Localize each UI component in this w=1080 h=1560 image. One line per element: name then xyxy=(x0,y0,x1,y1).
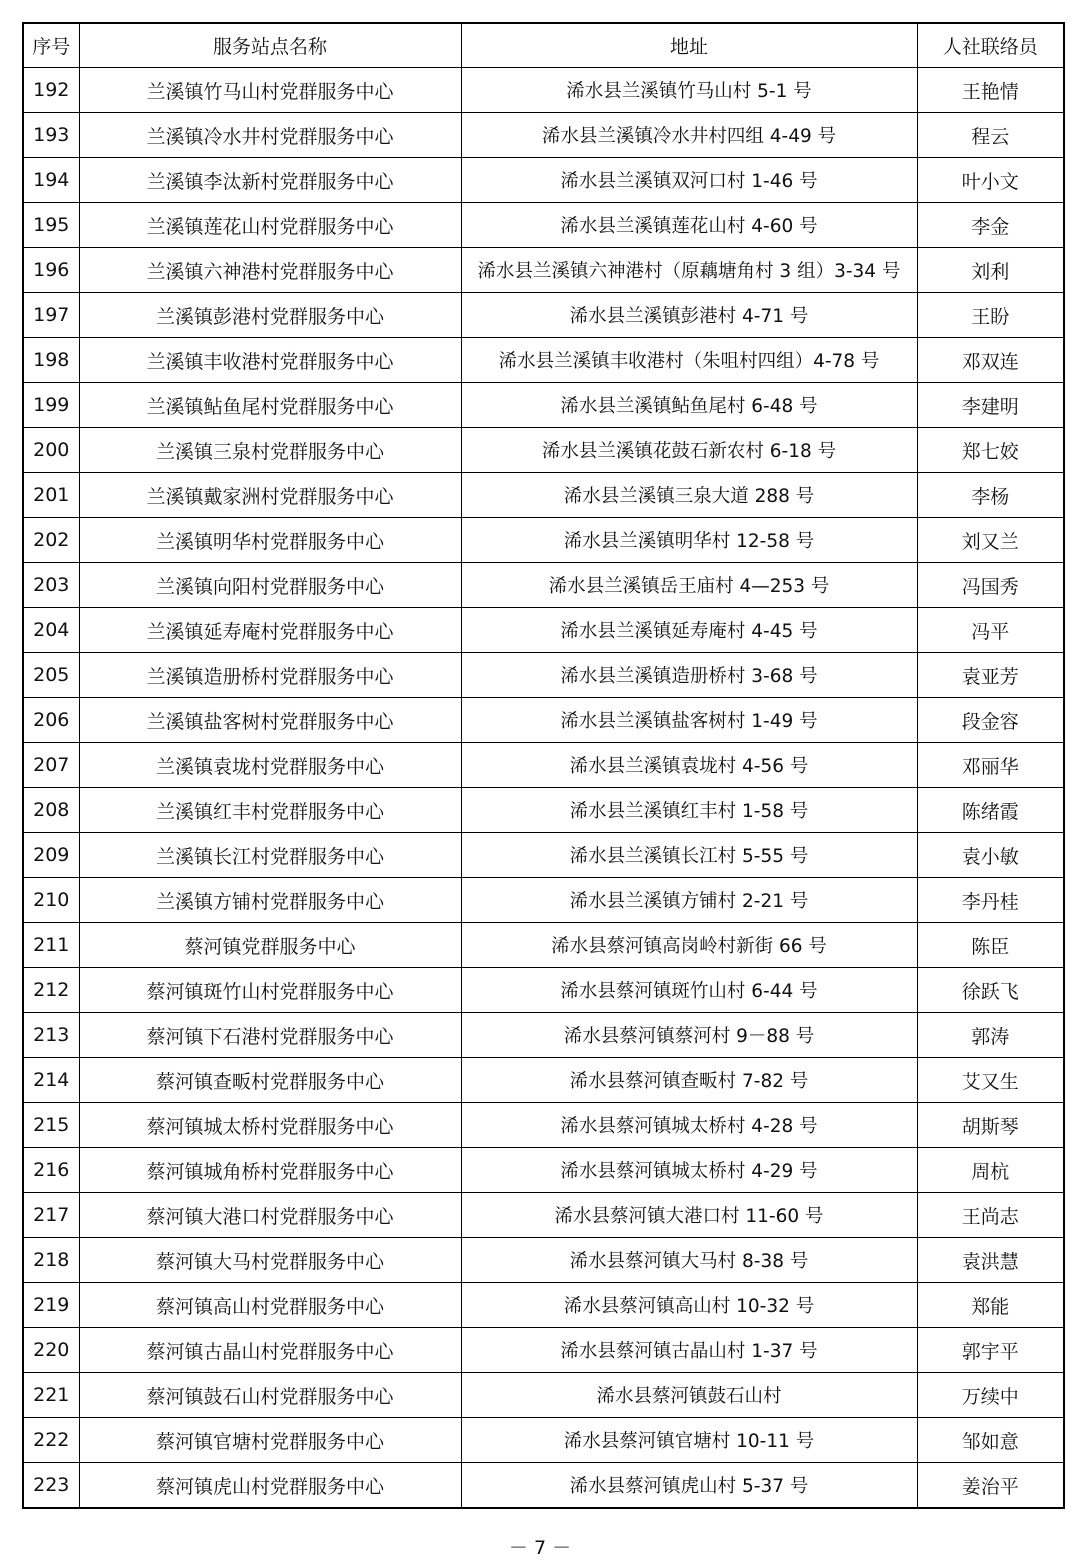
serial-number-cell: 192 xyxy=(23,68,79,113)
liaison-cell: 郭涛 xyxy=(917,1013,1064,1058)
address-cell: 浠水县蔡河镇蔡河村 9－88 号 xyxy=(461,1013,917,1058)
serial-number-cell: 205 xyxy=(23,653,79,698)
serial-number-cell: 222 xyxy=(23,1418,79,1463)
address-cell: 浠水县兰溪镇竹马山村 5-1 号 xyxy=(461,68,917,113)
table-row xyxy=(23,653,1064,698)
station-name-cell: 兰溪镇向阳村党群服务中心 xyxy=(79,563,461,608)
header-address: 地址 xyxy=(461,23,917,68)
liaison-cell: 袁小敏 xyxy=(917,833,1064,878)
station-name-cell: 蔡河镇官塘村党群服务中心 xyxy=(79,1418,461,1463)
liaison-cell: 程云 xyxy=(917,113,1064,158)
serial-number-cell: 196 xyxy=(23,248,79,293)
address-cell: 浠水县蔡河镇城太桥村 4-29 号 xyxy=(461,1148,917,1193)
liaison-cell: 王艳情 xyxy=(917,68,1064,113)
address-cell: 浠水县兰溪镇盐客树村 1-49 号 xyxy=(461,698,917,743)
liaison-cell: 姜治平 xyxy=(917,1463,1064,1509)
header-station-name: 服务站点名称 xyxy=(79,23,461,68)
station-name-cell: 蔡河镇大港口村党群服务中心 xyxy=(79,1193,461,1238)
serial-number-cell: 194 xyxy=(23,158,79,203)
address-cell: 浠水县兰溪镇延寿庵村 4-45 号 xyxy=(461,608,917,653)
table-row xyxy=(23,338,1064,383)
table-row xyxy=(23,158,1064,203)
table-row xyxy=(23,1418,1064,1463)
serial-number-cell: 208 xyxy=(23,788,79,833)
serial-number-cell: 204 xyxy=(23,608,79,653)
liaison-cell: 周杭 xyxy=(917,1148,1064,1193)
station-name-cell: 兰溪镇六神港村党群服务中心 xyxy=(79,248,461,293)
liaison-cell: 段金容 xyxy=(917,698,1064,743)
serial-number-cell: 223 xyxy=(23,1463,79,1509)
address-cell: 浠水县蔡河镇高山村 10-32 号 xyxy=(461,1283,917,1328)
serial-number-cell: 218 xyxy=(23,1238,79,1283)
station-name-cell: 蔡河镇斑竹山村党群服务中心 xyxy=(79,968,461,1013)
liaison-cell: 叶小文 xyxy=(917,158,1064,203)
serial-number-cell: 211 xyxy=(23,923,79,968)
address-cell: 浠水县兰溪镇花鼓石新农村 6-18 号 xyxy=(461,428,917,473)
serial-number-cell: 213 xyxy=(23,1013,79,1058)
table-row xyxy=(23,923,1064,968)
table-row xyxy=(23,68,1064,113)
table-row xyxy=(23,293,1064,338)
address-cell: 浠水县蔡河镇虎山村 5-37 号 xyxy=(461,1463,917,1509)
station-name-cell: 蔡河镇古晶山村党群服务中心 xyxy=(79,1328,461,1373)
liaison-cell: 袁亚芳 xyxy=(917,653,1064,698)
serial-number-cell: 215 xyxy=(23,1103,79,1148)
station-name-cell: 蔡河镇虎山村党群服务中心 xyxy=(79,1463,461,1509)
station-name-cell: 兰溪镇袁垅村党群服务中心 xyxy=(79,743,461,788)
serial-number-cell: 214 xyxy=(23,1058,79,1103)
liaison-cell: 王盼 xyxy=(917,293,1064,338)
serial-number-cell: 219 xyxy=(23,1283,79,1328)
address-cell: 浠水县兰溪镇鲇鱼尾村 6-48 号 xyxy=(461,383,917,428)
table-row xyxy=(23,1328,1064,1373)
address-cell: 浠水县蔡河镇查畈村 7-82 号 xyxy=(461,1058,917,1103)
station-name-cell: 蔡河镇党群服务中心 xyxy=(79,923,461,968)
serial-number-cell: 199 xyxy=(23,383,79,428)
address-cell: 浠水县蔡河镇官塘村 10-11 号 xyxy=(461,1418,917,1463)
liaison-cell: 李建明 xyxy=(917,383,1064,428)
address-cell: 浠水县蔡河镇高岗岭村新街 66 号 xyxy=(461,923,917,968)
serial-number-cell: 212 xyxy=(23,968,79,1013)
address-cell: 浠水县蔡河镇鼓石山村 xyxy=(461,1373,917,1418)
address-cell: 浠水县兰溪镇造册桥村 3-68 号 xyxy=(461,653,917,698)
liaison-cell: 艾又生 xyxy=(917,1058,1064,1103)
table-row xyxy=(23,1463,1064,1509)
page-number: － 7 － xyxy=(508,1537,572,1559)
liaison-cell: 郑能 xyxy=(917,1283,1064,1328)
table-row xyxy=(23,1373,1064,1418)
address-cell: 浠水县兰溪镇六神港村（原藕塘角村 3 组）3-34 号 xyxy=(461,248,917,293)
address-cell: 浠水县兰溪镇莲花山村 4-60 号 xyxy=(461,203,917,248)
liaison-cell: 李金 xyxy=(917,203,1064,248)
station-name-cell: 兰溪镇戴家洲村党群服务中心 xyxy=(79,473,461,518)
table-row xyxy=(23,968,1064,1013)
table-row xyxy=(23,608,1064,653)
table-row xyxy=(23,473,1064,518)
table-row xyxy=(23,1148,1064,1193)
address-cell: 浠水县兰溪镇冷水井村四组 4-49 号 xyxy=(461,113,917,158)
station-name-cell: 兰溪镇延寿庵村党群服务中心 xyxy=(79,608,461,653)
liaison-cell: 李杨 xyxy=(917,473,1064,518)
liaison-cell: 郑七姣 xyxy=(917,428,1064,473)
liaison-cell: 邹如意 xyxy=(917,1418,1064,1463)
station-name-cell: 兰溪镇方铺村党群服务中心 xyxy=(79,878,461,923)
station-name-cell: 兰溪镇三泉村党群服务中心 xyxy=(79,428,461,473)
liaison-cell: 陈臣 xyxy=(917,923,1064,968)
table-row xyxy=(23,1193,1064,1238)
address-cell: 浠水县蔡河镇大港口村 11-60 号 xyxy=(461,1193,917,1238)
station-name-cell: 蔡河镇下石港村党群服务中心 xyxy=(79,1013,461,1058)
serial-number-cell: 195 xyxy=(23,203,79,248)
table-row xyxy=(23,743,1064,788)
serial-number-cell: 207 xyxy=(23,743,79,788)
station-name-cell: 蔡河镇查畈村党群服务中心 xyxy=(79,1058,461,1103)
address-cell: 浠水县蔡河镇城太桥村 4-28 号 xyxy=(461,1103,917,1148)
station-name-cell: 兰溪镇冷水井村党群服务中心 xyxy=(79,113,461,158)
station-name-cell: 兰溪镇莲花山村党群服务中心 xyxy=(79,203,461,248)
station-name-cell: 兰溪镇盐客树村党群服务中心 xyxy=(79,698,461,743)
table-row xyxy=(23,1238,1064,1283)
liaison-cell: 徐跃飞 xyxy=(917,968,1064,1013)
table-row xyxy=(23,113,1064,158)
table-row xyxy=(23,698,1064,743)
address-cell: 浠水县兰溪镇彭港村 4-71 号 xyxy=(461,293,917,338)
serial-number-cell: 209 xyxy=(23,833,79,878)
serial-number-cell: 200 xyxy=(23,428,79,473)
address-cell: 浠水县兰溪镇双河口村 1-46 号 xyxy=(461,158,917,203)
serial-number-cell: 220 xyxy=(23,1328,79,1373)
serial-number-cell: 201 xyxy=(23,473,79,518)
serial-number-cell: 198 xyxy=(23,338,79,383)
table-row xyxy=(23,1283,1064,1328)
table-row xyxy=(23,1103,1064,1148)
station-name-cell: 兰溪镇丰收港村党群服务中心 xyxy=(79,338,461,383)
address-cell: 浠水县蔡河镇古晶山村 1-37 号 xyxy=(461,1328,917,1373)
table-row xyxy=(23,833,1064,878)
table-row xyxy=(23,383,1064,428)
liaison-cell: 王尚志 xyxy=(917,1193,1064,1238)
address-cell: 浠水县兰溪镇岳王庙村 4—253 号 xyxy=(461,563,917,608)
table-row xyxy=(23,788,1064,833)
address-cell: 浠水县兰溪镇红丰村 1-58 号 xyxy=(461,788,917,833)
address-cell: 浠水县兰溪镇三泉大道 288 号 xyxy=(461,473,917,518)
table-body xyxy=(23,68,1064,1509)
liaison-cell: 刘又兰 xyxy=(917,518,1064,563)
liaison-cell: 袁洪慧 xyxy=(917,1238,1064,1283)
serial-number-cell: 193 xyxy=(23,113,79,158)
liaison-cell: 胡斯琴 xyxy=(917,1103,1064,1148)
table-row xyxy=(23,1058,1064,1103)
serial-number-cell: 206 xyxy=(23,698,79,743)
station-name-cell: 蔡河镇城太桥村党群服务中心 xyxy=(79,1103,461,1148)
station-name-cell: 兰溪镇竹马山村党群服务中心 xyxy=(79,68,461,113)
liaison-cell: 陈绪霞 xyxy=(917,788,1064,833)
address-cell: 浠水县兰溪镇明华村 12-58 号 xyxy=(461,518,917,563)
station-name-cell: 兰溪镇红丰村党群服务中心 xyxy=(79,788,461,833)
serial-number-cell: 197 xyxy=(23,293,79,338)
liaison-cell: 万续中 xyxy=(917,1373,1064,1418)
liaison-cell: 冯国秀 xyxy=(917,563,1064,608)
serial-number-cell: 217 xyxy=(23,1193,79,1238)
address-cell: 浠水县蔡河镇斑竹山村 6-44 号 xyxy=(461,968,917,1013)
address-cell: 浠水县蔡河镇大马村 8-38 号 xyxy=(461,1238,917,1283)
station-name-cell: 兰溪镇鲇鱼尾村党群服务中心 xyxy=(79,383,461,428)
liaison-cell: 李丹桂 xyxy=(917,878,1064,923)
station-name-cell: 蔡河镇城角桥村党群服务中心 xyxy=(79,1148,461,1193)
table-row xyxy=(23,878,1064,923)
table-row xyxy=(23,428,1064,473)
serial-number-cell: 210 xyxy=(23,878,79,923)
header-liaison: 人社联络员 xyxy=(917,23,1064,68)
liaison-cell: 邓双连 xyxy=(917,338,1064,383)
serial-number-cell: 221 xyxy=(23,1373,79,1418)
address-cell: 浠水县兰溪镇丰收港村（朱咀村四组）4-78 号 xyxy=(461,338,917,383)
address-cell: 浠水县兰溪镇方铺村 2-21 号 xyxy=(461,878,917,923)
station-name-cell: 兰溪镇李汰新村党群服务中心 xyxy=(79,158,461,203)
station-name-cell: 蔡河镇鼓石山村党群服务中心 xyxy=(79,1373,461,1418)
station-name-cell: 兰溪镇明华村党群服务中心 xyxy=(79,518,461,563)
station-name-cell: 蔡河镇高山村党群服务中心 xyxy=(79,1283,461,1328)
table-header-row xyxy=(23,23,1064,68)
serial-number-cell: 216 xyxy=(23,1148,79,1193)
service-stations-table xyxy=(22,22,1065,1509)
station-name-cell: 蔡河镇大马村党群服务中心 xyxy=(79,1238,461,1283)
table-row xyxy=(23,563,1064,608)
station-name-cell: 兰溪镇彭港村党群服务中心 xyxy=(79,293,461,338)
header-serial-number: 序号 xyxy=(23,23,79,68)
liaison-cell: 邓丽华 xyxy=(917,743,1064,788)
table-row xyxy=(23,518,1064,563)
serial-number-cell: 203 xyxy=(23,563,79,608)
table-row xyxy=(23,248,1064,293)
station-name-cell: 兰溪镇长江村党群服务中心 xyxy=(79,833,461,878)
station-name-cell: 兰溪镇造册桥村党群服务中心 xyxy=(79,653,461,698)
table-row xyxy=(23,1013,1064,1058)
liaison-cell: 刘利 xyxy=(917,248,1064,293)
liaison-cell: 郭宇平 xyxy=(917,1328,1064,1373)
address-cell: 浠水县兰溪镇长江村 5-55 号 xyxy=(461,833,917,878)
address-cell: 浠水县兰溪镇袁垅村 4-56 号 xyxy=(461,743,917,788)
liaison-cell: 冯平 xyxy=(917,608,1064,653)
serial-number-cell: 202 xyxy=(23,518,79,563)
table-row xyxy=(23,203,1064,248)
